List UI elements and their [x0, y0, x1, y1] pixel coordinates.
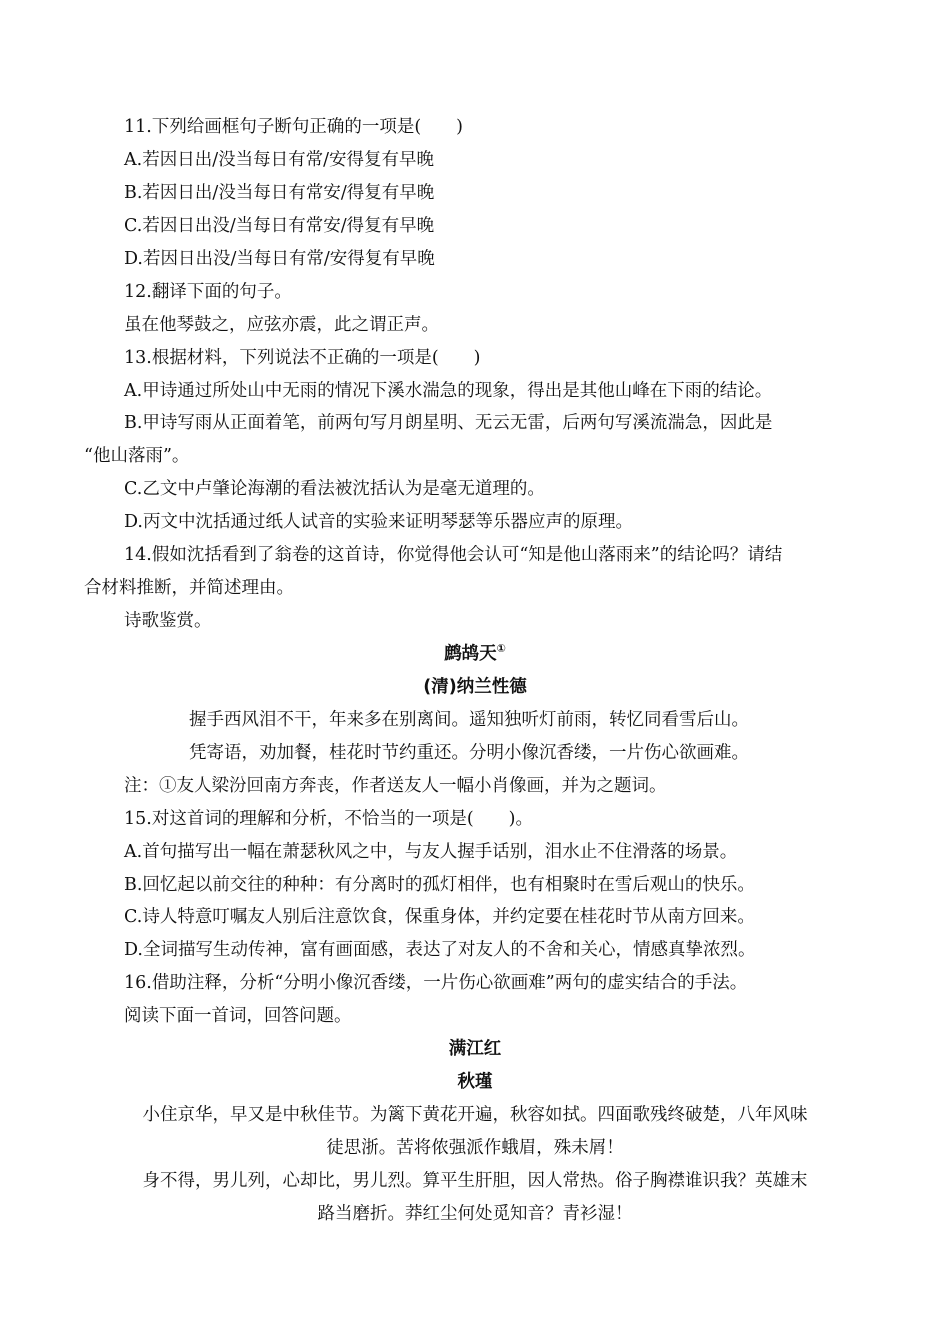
poem1-title-text: 鹧鸪天	[444, 644, 497, 664]
q15-option-b: B.回忆起以前交往的种种：有分离时的孤灯相伴，也有相聚时在雪后观山的快乐。	[124, 875, 755, 895]
q11-option-c: C.若因日出没/当每日有常安/得复有早晚	[124, 216, 435, 236]
poem1-line2: 凭寄语，劝加餐，桂花时节约重还。分明小像沉香缕，一片伤心欲画难。	[189, 743, 749, 763]
q13-option-b-line1: B.甲诗写雨从正面着笔，前两句写月朗星明、无云无雷，后两句写溪流湍急，因此是	[124, 413, 773, 433]
q12-sentence: 虽在他琴鼓之，应弦亦震，此之谓正声。	[124, 315, 439, 335]
q12-stem: 12.翻译下面的句子。	[124, 282, 292, 302]
q15-option-c: C.诗人特意叮嘱友人别后注意饮食，保重身体，并约定要在桂花时节从南方回来。	[124, 907, 755, 927]
q15-option-a: A.首句描写出一幅在萧瑟秋风之中，与友人握手话别，泪水止不住滑落的场景。	[124, 842, 738, 862]
poem1-title	[0, 642, 950, 666]
poem2-stanza1-line1: 小住京华，早又是中秋佳节。为篱下黄花开遍，秋容如拭。四面歌残终破楚，八年风味	[142, 1105, 808, 1125]
q15-stem: 15.对这首词的理解和分析，不恰当的一项是( )。	[124, 809, 533, 829]
q11-stem: 11.下列给画框句子断句正确的一项是( )	[124, 117, 463, 137]
poem1-author: (清)纳兰性德	[423, 677, 527, 697]
poem1-note: 注：①友人梁汾回南方奔丧，作者送友人一幅小肖像画，并为之题词。	[124, 776, 667, 796]
q13-stem: 13.根据材料，下列说法不正确的一项是( )	[124, 348, 481, 368]
poem2-stanza2-line1: 身不得，男儿列，心却比，男儿烈。算平生肝胆，因人常热。俗子胸襟谁识我？英雄末	[142, 1171, 808, 1191]
q15-option-d: D.全词描写生动传神，富有画面感，表达了对友人的不舍和关心，情感真挚浓烈。	[124, 940, 756, 960]
q16-intro: 阅读下面一首词，回答问题。	[124, 1006, 352, 1026]
q11-option-a: A.若因日出/没当每日有常/安得复有早晚	[124, 150, 434, 170]
q13-option-a: A.甲诗通过所处山中无雨的情况下溪水湍急的现象，得出是其他山峰在下雨的结论。	[124, 381, 773, 401]
poem1-title-footnote-mark: ①	[496, 642, 506, 656]
poem2-stanza2-line2: 路当磨折。莽红尘何处觅知音？青衫湿！	[317, 1204, 633, 1224]
q14-line1: 14.假如沈括看到了翁卷的这首诗，你觉得他会认可“知是他山落雨来”的结论吗？请结	[124, 545, 783, 565]
poem2-stanza1-line2: 徒思浙。苦将侬强派作蛾眉，殊未屑！	[326, 1138, 624, 1158]
q13-option-b-line2: “他山落雨”。	[84, 446, 190, 466]
q14-line2: 合材料推断，并简述理由。	[84, 578, 294, 598]
q16-stem: 16.借助注释，分析“分明小像沉香缕，一片伤心欲画难”两句的虚实结合的手法。	[124, 973, 748, 993]
q11-option-b: B.若因日出/没当每日有常安/得复有早晚	[124, 183, 435, 203]
poem2-title: 满江红	[448, 1039, 502, 1059]
q11-option-d: D.若因日出没/当每日有常/安得复有早晚	[124, 249, 435, 269]
poem1-intro: 诗歌鉴赏。	[124, 611, 212, 631]
poem2-author: 秋瑾	[457, 1072, 493, 1092]
poem1-line1: 握手西风泪不干，年来多在别离间。遥知独听灯前雨，转忆同看雪后山。	[189, 710, 749, 730]
q13-option-d: D.丙文中沈括通过纸人试音的实验来证明琴瑟等乐器应声的原理。	[124, 512, 633, 532]
q13-option-c: C.乙文中卢肇论海潮的看法被沈括认为是毫无道理的。	[124, 479, 545, 499]
